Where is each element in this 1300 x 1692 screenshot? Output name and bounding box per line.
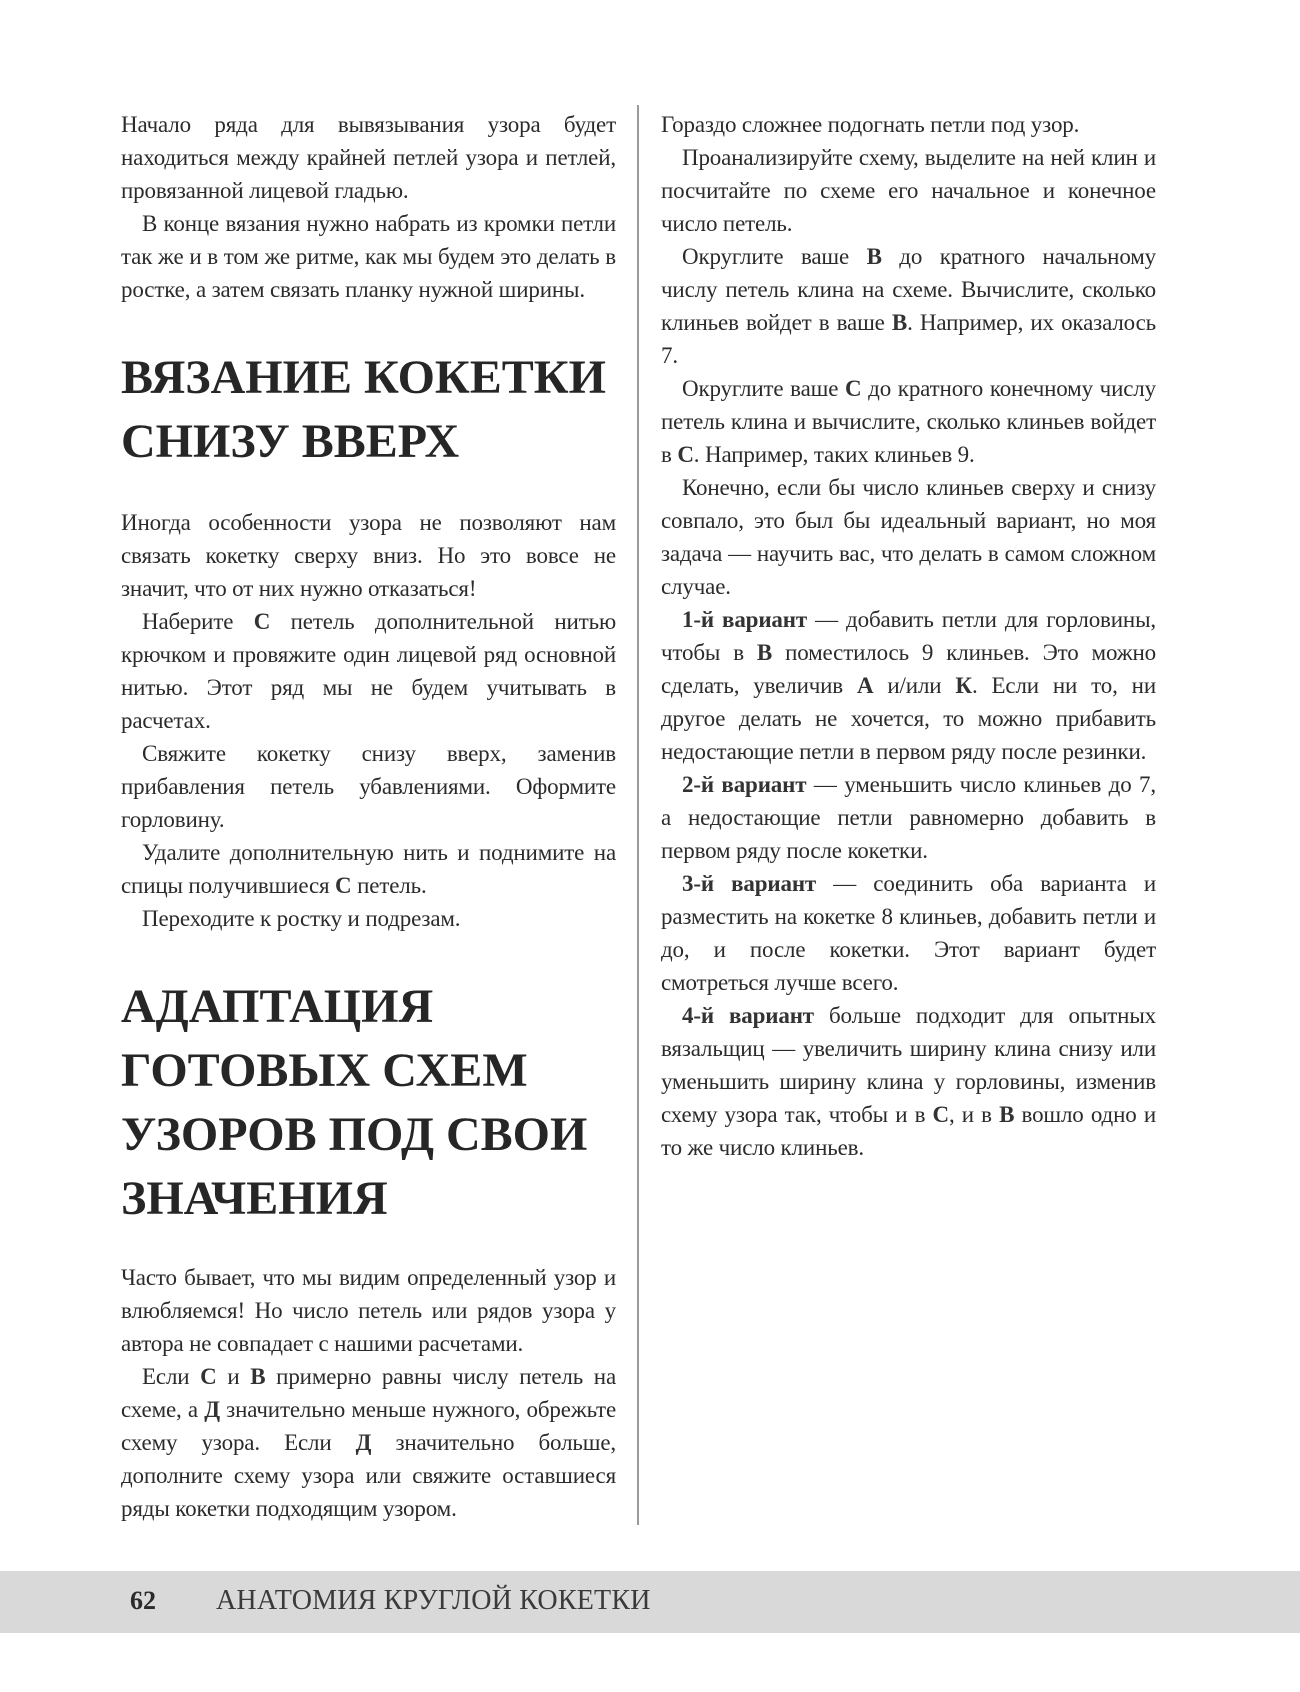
section-heading-knitting-yoke-bottom-up [121, 346, 616, 474]
paragraph: Начало ряда для вывязывания узора будет находиться между крайней петлей узора и петлей, провязанной лицевой гладью. [121, 112, 616, 203]
paragraph: Часто бывает, что мы видим определенный узор и влюбляемся! Но число петель или рядов узора у автора не совпадает с нашими расчетами. [121, 1265, 616, 1356]
paragraph [661, 372, 1156, 471]
text-run: до кратного начальному числу петель клина на схеме. Вычислите, сколько клиньев войдет в ваше [661, 244, 1156, 335]
variant-label: 4-й вариант [682, 1003, 814, 1028]
page-footer [0, 1571, 1300, 1633]
heading-line: УЗОРОВ ПОД СВОИ [121, 1108, 588, 1161]
paragraph-variant-1 [661, 603, 1156, 768]
variable-letter: К [955, 673, 972, 698]
variable-letter: А [856, 673, 874, 698]
heading-line: ВЯЗАНИЕ КОКЕТКИ [121, 351, 606, 404]
paragraph-variant-4 [661, 999, 1156, 1164]
variable-letter: С [677, 442, 694, 467]
text-run: . Например, их оказалось 7. [661, 310, 1157, 368]
variable-letter: В [891, 310, 908, 335]
paragraph [661, 240, 1156, 372]
paragraph: Иногда особенности узора не позволяют нам связать кокетку сверху вниз. Но это вовсе не значит, что от них нужно отказаться! [121, 510, 616, 601]
heading-line: СНИЗУ ВВЕРХ [121, 415, 460, 468]
paragraph: Свяжите кокетку снизу вверх, заменив прибавления петель убавлениями. Оформите горловину. [121, 741, 616, 832]
text-run: — уменьшить число клиньев до 7, а недостающие петли равномерно добавить в первом ряду после кокетки. [661, 772, 1157, 863]
variable-letter: В [866, 244, 882, 269]
variant-label: 1-й вариант [682, 607, 808, 632]
text-run: петель. [351, 873, 427, 898]
heading-line: ЗНАЧЕНИЯ [121, 1172, 388, 1225]
text-run: значительно больше, дополните схему узора или свяжите оставшиеся ряды кокетки подходящим узором. [121, 1430, 616, 1521]
text-run: петель дополнительной нитью крючком и провяжите один лицевой ряд основной нитью. Этот ряд мы не будем учитывать в расчетах. [121, 609, 616, 733]
text-run: — добавить петли для горловины, чтобы в [661, 607, 1156, 665]
variable-letter: С [335, 873, 352, 898]
paragraph-variant-2 [661, 768, 1156, 867]
column-divider [637, 105, 639, 1525]
paragraph [121, 836, 616, 902]
variable-letter: С [253, 609, 271, 634]
variant-label: 2-й вариант [682, 772, 807, 797]
paragraph [121, 1360, 616, 1525]
text-run: и/или [873, 673, 956, 698]
text-run: Наберите [142, 609, 254, 634]
section-heading-adapting-patterns [121, 975, 616, 1231]
page-number: 62 [130, 1586, 156, 1615]
variable-letter: В [250, 1364, 266, 1389]
text-run: . Если ни то, ни другое делать не хочется, то можно прибавить недостающие петли в первом ряду после резинки. [661, 673, 1156, 764]
paragraph: Конечно, если бы число клиньев сверху и снизу совпало, это был бы идеальный вариант, но моя задача — научить вас, что делать в самом сложном случае. [661, 475, 1156, 599]
variable-letter: С [932, 1102, 949, 1127]
text-run: поместилось 9 клиньев. Это можно сделать, увеличив [661, 640, 1156, 698]
variable-letter: Д [204, 1397, 220, 1422]
text-run: . Например, таких клиньев 9. [693, 442, 975, 467]
heading-line: ГОТОВЫХ СХЕМ [121, 1044, 528, 1097]
paragraph: Гораздо сложнее подогнать петли под узор. [661, 112, 1080, 137]
variable-letter: С [844, 376, 862, 401]
variable-letter: В [756, 640, 773, 665]
text-run: Округлите ваше [682, 244, 867, 269]
left-column [121, 108, 616, 1525]
paragraph: Переходите к ростку и подрезам. [142, 906, 461, 931]
text-run: больше подходит для опытных вязальщиц — увеличить ширину клина снизу или уменьшить ширину клина у горловины, изменив схему узора так, чтобы и в [661, 1003, 1156, 1127]
text-run: , и в [948, 1102, 1000, 1127]
variant-label: 3-й вариант [682, 871, 817, 896]
paragraph-variant-3 [661, 867, 1156, 999]
text-run: вошло одно и то же число клиньев. [661, 1102, 1156, 1160]
running-title: АНАТОМИЯ КРУГЛОЙ КОКЕТКИ [216, 1585, 651, 1616]
text-run: — соединить оба варианта и разместить на кокетке 8 клиньев, добавить петли и до, и после кокетки. Этот вариант будет смотреться лучше всего. [661, 871, 1156, 995]
text-run: примерно равны числу петель на схеме, а [121, 1364, 617, 1422]
text-run: до кратного конечному числу петель клина и вычислите, сколько клиньев войдет в [661, 376, 1156, 467]
text-run: Удалите дополнительную нить и поднимите на спицы получившиеся [121, 840, 616, 898]
paragraph [121, 605, 616, 737]
right-column [661, 108, 1156, 1164]
text-run: Округлите ваше [682, 376, 845, 401]
text-run: и [216, 1364, 251, 1389]
text-run: значительно меньше нужного, обрежьте схему узора. Если [121, 1397, 617, 1455]
variable-letter: С [200, 1364, 217, 1389]
paragraph: Проанализируйте схему, выделите на ней клин и посчитайте по схеме его начальное и конечное число петель. [661, 145, 1156, 236]
paragraph: В конце вязания нужно набрать из кромки петли так же и в том же ритме, как мы будем это делать в ростке, а затем связать планку нужной ширины. [121, 211, 616, 302]
heading-line: АДАПТАЦИЯ [121, 980, 434, 1033]
text-run: Если [142, 1364, 201, 1389]
variable-letter: В [999, 1102, 1015, 1127]
variable-letter: Д [355, 1430, 372, 1455]
